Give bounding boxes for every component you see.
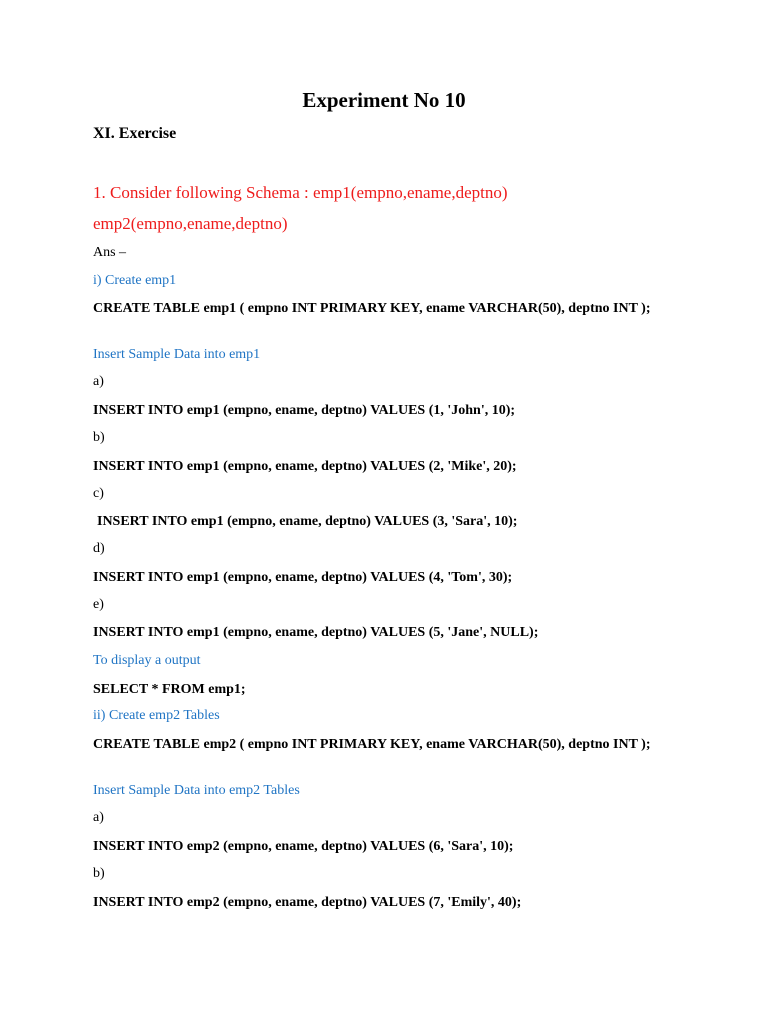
- page-title: Experiment No 10: [302, 88, 466, 112]
- display-output-heading: To display a output: [93, 653, 201, 668]
- answer-label: Ans –: [93, 245, 127, 260]
- insert-emp2-heading: Insert Sample Data into emp2 Tables: [93, 783, 300, 798]
- question-line-1: 1. Consider following Schema : emp1(empno,ename,deptno): [93, 183, 508, 202]
- item-label: b): [93, 430, 105, 445]
- insert-statement: INSERT INTO emp2 (empno, ename, deptno) VALUES (7, 'Emily', 40);: [93, 895, 522, 910]
- item-label: a): [93, 374, 104, 389]
- insert-statement: INSERT INTO emp2 (empno, ename, deptno) VALUES (6, 'Sara', 10);: [93, 839, 514, 854]
- step-create-emp1: i) Create emp1: [93, 273, 177, 288]
- create-emp1-statement: CREATE TABLE emp1 ( empno INT PRIMARY KEY, ename VARCHAR(50), deptno INT );: [93, 301, 651, 316]
- item-label: a): [93, 810, 104, 825]
- section-heading: XI. Exercise: [93, 125, 177, 142]
- item-label: e): [93, 597, 104, 612]
- item-label: d): [93, 541, 105, 556]
- insert-statement: INSERT INTO emp1 (empno, ename, deptno) VALUES (2, 'Mike', 20);: [93, 459, 517, 474]
- insert-emp1-heading: Insert Sample Data into emp1: [93, 347, 261, 362]
- item-label: c): [93, 486, 104, 501]
- insert-statement: INSERT INTO emp1 (empno, ename, deptno) VALUES (3, 'Sara', 10);: [97, 514, 518, 529]
- insert-statement: INSERT INTO emp1 (empno, ename, deptno) VALUES (4, 'Tom', 30);: [93, 570, 513, 585]
- create-emp2-statement: CREATE TABLE emp2 ( empno INT PRIMARY KEY, ename VARCHAR(50), deptno INT );: [93, 737, 651, 752]
- insert-statement: INSERT INTO emp1 (empno, ename, deptno) VALUES (5, 'Jane', NULL);: [93, 625, 539, 640]
- question-line-2: emp2(empno,ename,deptno): [93, 214, 288, 233]
- step-create-emp2: ii) Create emp2 Tables: [93, 708, 220, 723]
- select-emp1-statement: SELECT * FROM emp1;: [93, 682, 246, 697]
- item-label: b): [93, 866, 105, 881]
- insert-statement: INSERT INTO emp1 (empno, ename, deptno) VALUES (1, 'John', 10);: [93, 403, 516, 418]
